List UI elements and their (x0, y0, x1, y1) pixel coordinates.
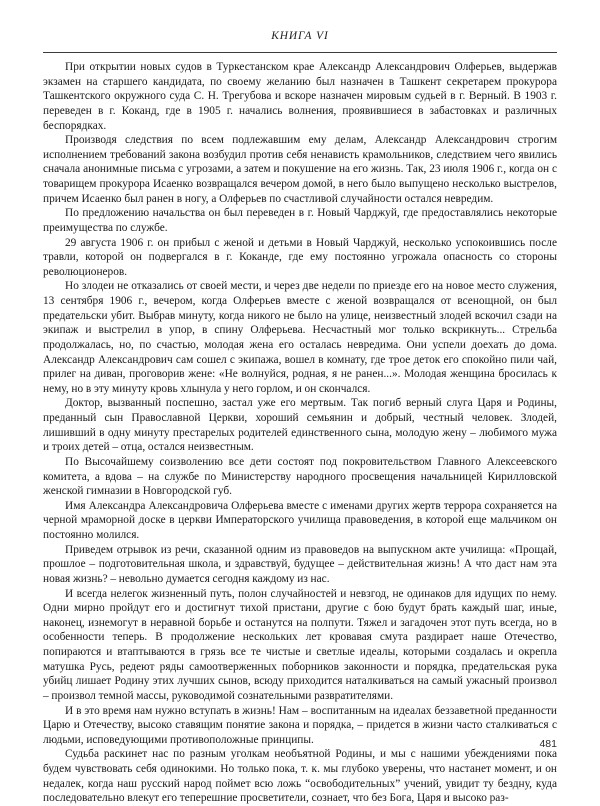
paragraph: Имя Александра Александровича Олферьева вместе с именами других жертв террора сохраняется на черной мраморной доске в церкви Императорского училища правоведения, в которой еще мальчиком он постоянно молился. (43, 499, 557, 541)
paragraph: По Высочайшему соизволению все дети состоят под покровительством Главного Алексеевского комитета, а вдова – на службе по Министерству народного просвещения начальницей Кирилловской женской гимназии в Новгородской губ. (43, 455, 557, 498)
paragraph: 29 августа 1906 г. он прибыл с женой и детьми в Новый Чарджуй, несколько успокоившись после травли, которой он подвергался в г. Коканде, где ему постоянно угрожала опасность со стороны революционеров. (43, 236, 557, 278)
header-divider-rule (43, 52, 557, 53)
paragraph: При открытии новых судов в Туркестанском крае Александр Александрович Олферьев, выдержав экзамен на старшего кандидата, по своему желанию был назначен в Ташкент секретарем прокурора Ташкентского окружного суда С. Н. Трегубова и вскоре назначен мировым судьей в г. Верный. В 1903 г. переведен в г. Коканд, где в 1905 г. начались волнения, проявившиеся в забастовках и различных беспорядках. (43, 61, 557, 132)
paragraph: Но злодеи не отказались от своей мести, и через две недели по приезде его на новое место служения, 13 сентября 1906 г., вечером, когда Олферьев вместе с женой возвращался от всенощной, он был предательски убит. Выбрав минуту, когда никого не было на улице, неизвестный злодей вскочил сзади на экипаж и выстрелил в упор, в спину Олферьева. Несчастный мог только вскрикнуть... Стрельба продолжалась, но, по счастью, молодая жена его осталась невредима. Они успели доехать до дома. Александр Александрович сам сошел с экипажа, вошел в комнату, где трое деток его спокойно пили чай, прилег на диван, проговорив жене: «Не волнуйся, родная, я не ранен...». Молодая женщина бросилась к нему, но в эту минуту кровь хлынула у него горлом, и он скончался. (43, 280, 557, 395)
paragraph: И в это время нам нужно вступать в жизнь! Нам – воспитанным на идеалах беззаветной преданности Царю и Отечеству, высоко ставящим понятие закона и порядка, – придется в жизни часто сталкиваться с людьми, исповедующими противоположные принципы. (43, 704, 557, 746)
page-number: 481 (539, 738, 557, 750)
body-text-block (43, 60, 557, 806)
paragraph: Производя следствия по всем подлежавшим ему делам, Александр Александрович строгим исполнением требований закона возбудил против себя ненависть крамольников, следствием чего явились сначала анонимные письма с угрозами, а затем и покушение на его жизнь. Так, 23 июля 1906 г., когда он с товарищем прокурора Исаенко возвращался вечером домой, в него было выпущено несколько выстрелов, причем Исаенко был ранен в ногу, а Олферьев по счастливой случайности остался невредим. (43, 134, 557, 205)
paragraph: Приведем отрывок из речи, сказанной одним из правоведов на выпускном акте училища: «Прощай, прошлое – подготовительная школа, и здравствуй, будущее – действительная жизнь! А что даст нам эта новая жизнь? – невольно думается сегодня каждому из нас. (43, 543, 557, 585)
paragraph: Доктор, вызванный поспешно, застал уже его мертвым. Так погиб верный слуга Царя и Родины, преданный сын Православной Церкви, хороший семьянин и добрый, честный человек. Злодей, лишивший в одну минуту престарелых родителей единственного сына, молодую жену – любимого мужа и троих детей – отца, остался неизвестным. (43, 397, 557, 454)
paragraph: И всегда нелегок жизненный путь, полон случайностей и невзгод, не одинаков для идущих по нему. Одни мирно пройдут его и достигнут тихой пристани, другие с бою будут брать каждый шаг, иные, наконец, изнемогут в неравной борьбе и останутся на полпути. Тяжел и загадочен этот путь всегда, но в особенности теперь. В продолжение нескольких лет кровавая смута раздирает наше Отечество, попираются и втаптываются в грязь все те чистые и светлые идеалы, которыми создалась и окрепла матушка Русь, редеют ряды самоотверженных поборников законности и порядка, предательская рука убийц лишает Родину этих лучших сынов, всюду приходится наталкиваться на самый ужасный произвол – произвол темной массы, руководимой сознательными развратителями. (43, 587, 557, 702)
running-head: КНИГА VI (271, 30, 329, 42)
paragraph: По предложению начальства он был переведен в г. Новый Чарджуй, где предоставлялись некоторые преимущества по службе. (43, 207, 557, 234)
paragraph: Судьба раскинет нас по разным уголкам необъятной Родины, и мы с нашими убеждениями пока будем чувствовать себя одинокими. Но только пока, т. к. мы глубоко уверены, что настанет момент, и он недалек, когда наш русский народ поймет всю ложь “освободительных” учений, увидит ту бездну, куда последовательно влекут его теперешние просветители, сознает, что без Бога, Царя и высоко раз- (43, 748, 557, 805)
